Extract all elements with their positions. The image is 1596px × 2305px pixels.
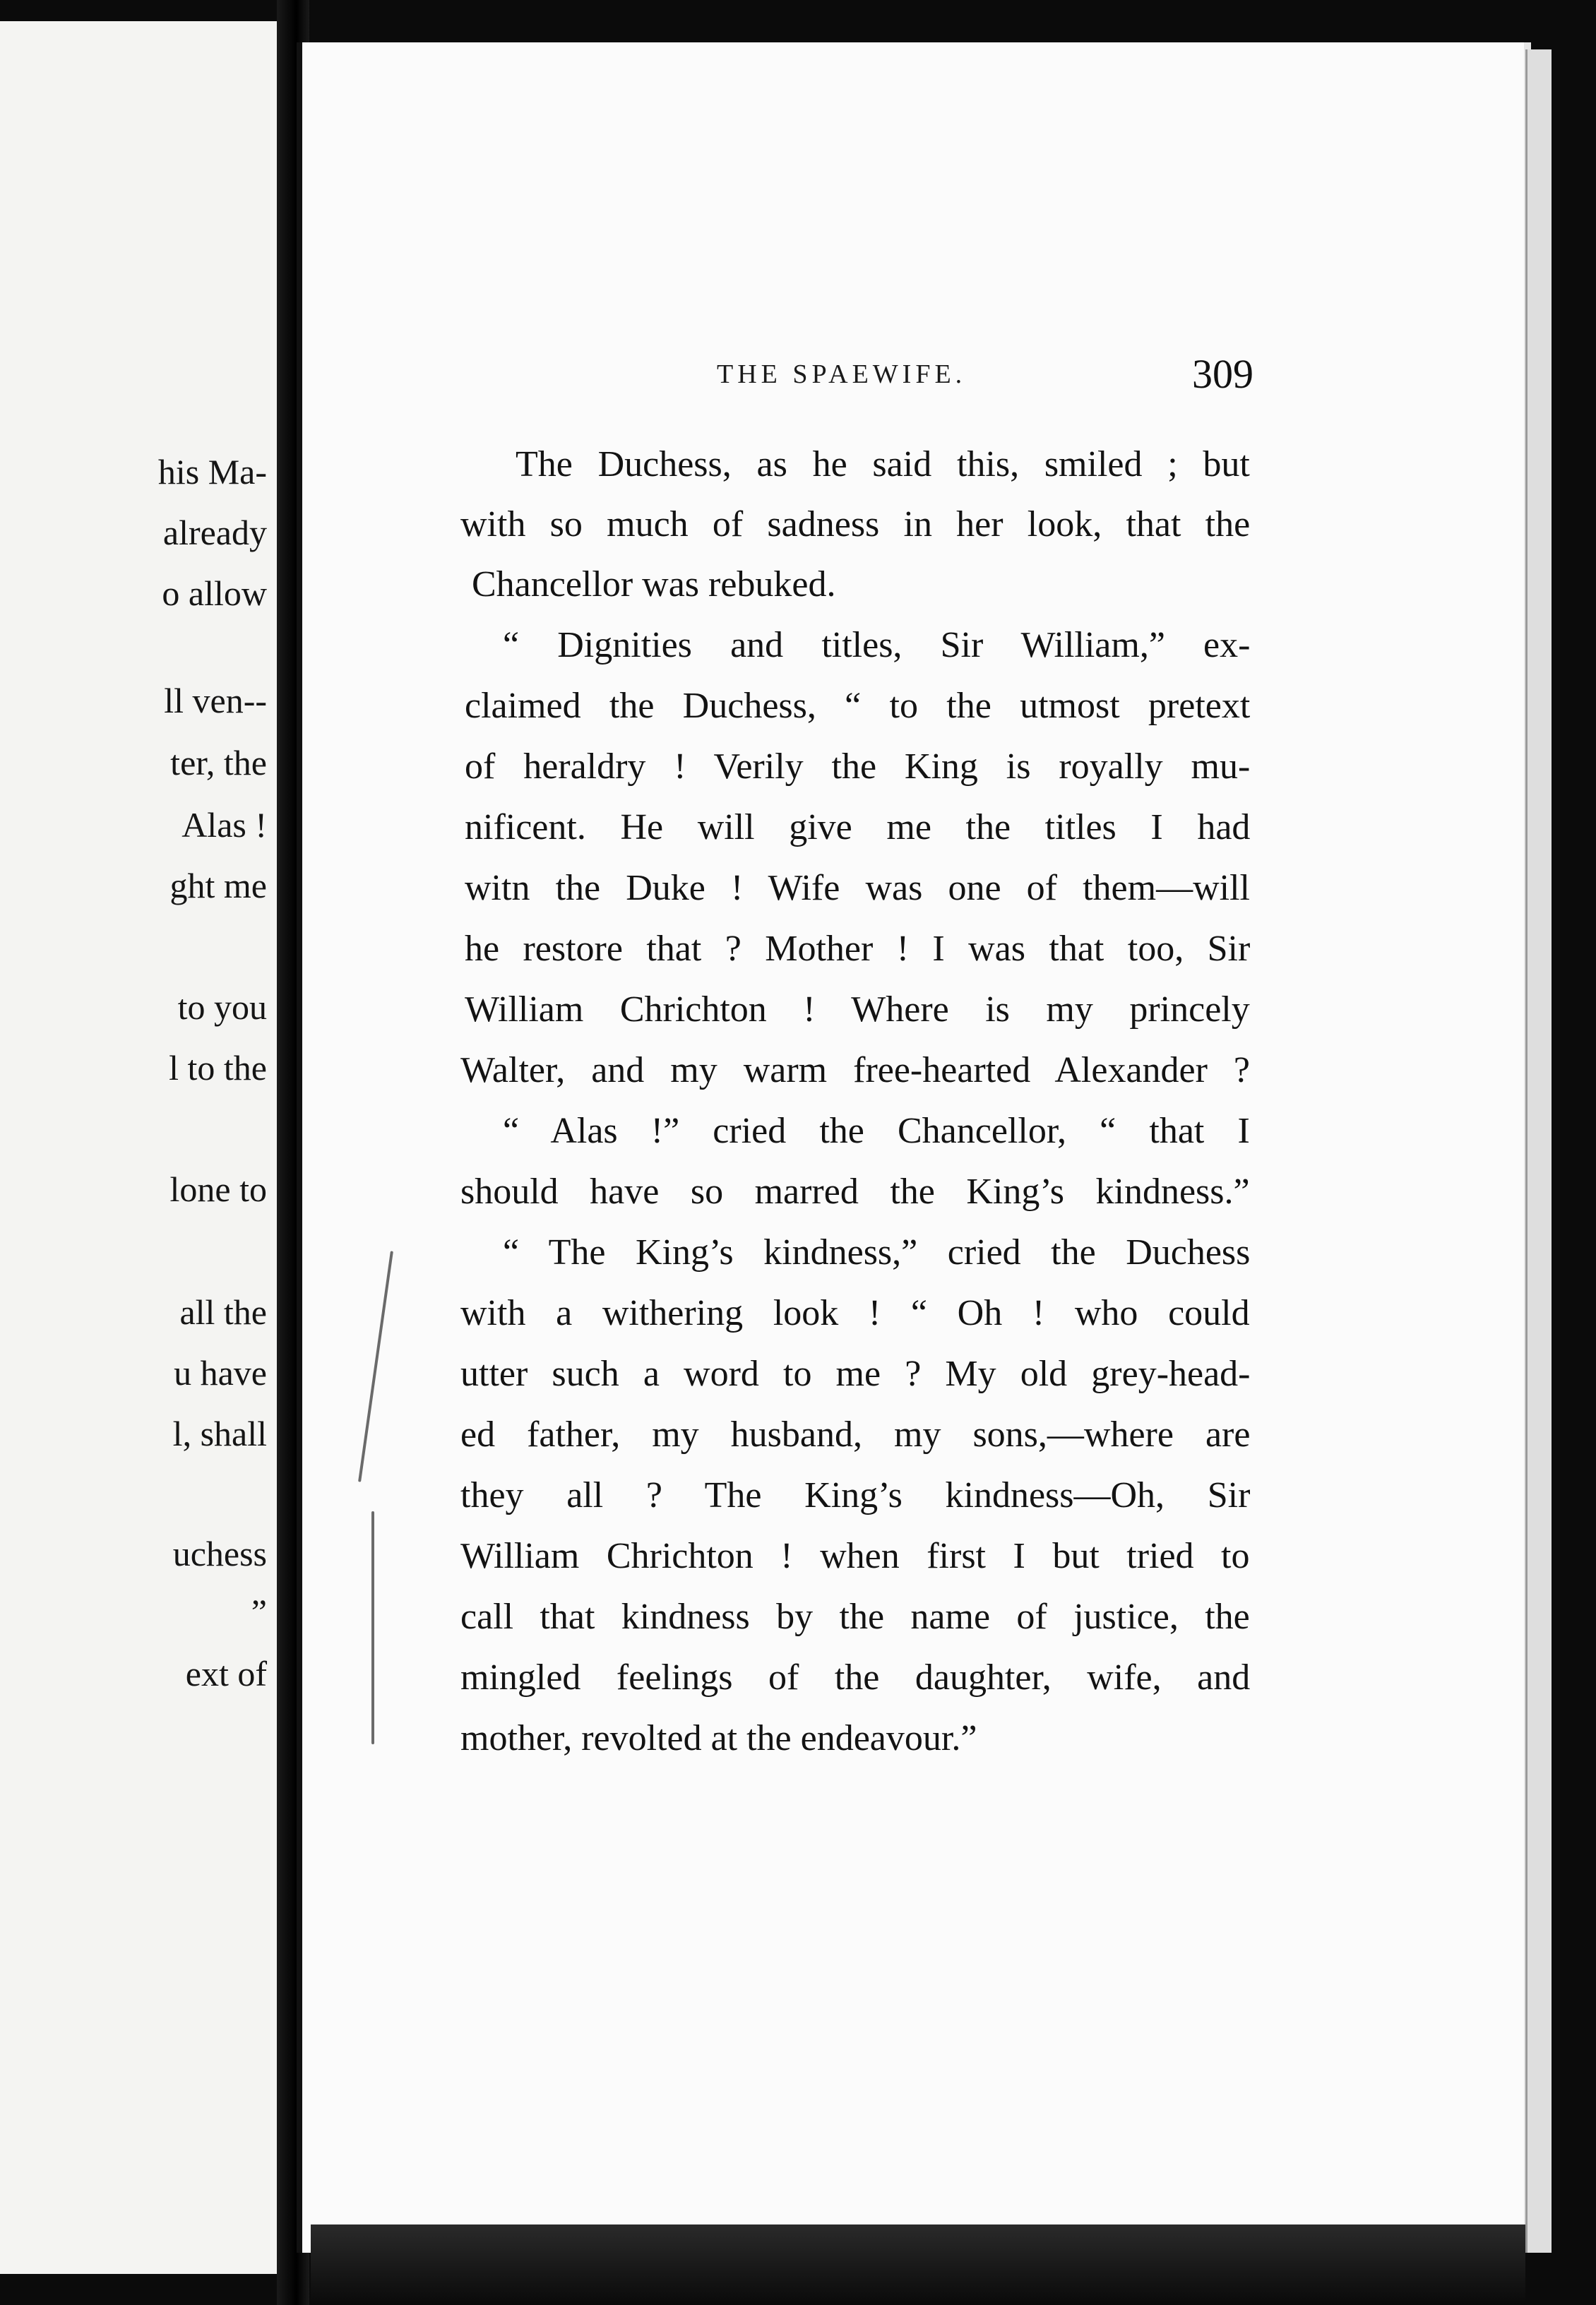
- text-line: Walter, and my warm free-hearted Alexander ?: [460, 1050, 1251, 1090]
- text-line: with a withering look ! “ Oh ! who could: [460, 1293, 1250, 1333]
- text-line: “ Dignities and titles, Sir William,” ex-: [503, 625, 1251, 665]
- facing-page-line: Alas !: [181, 805, 267, 845]
- facing-page-line: ext of: [185, 1654, 267, 1693]
- text-line: “ Alas !” cried the Chancellor, “ that I: [503, 1111, 1250, 1151]
- text-line: William Chrichton ! when first I but tried to: [460, 1536, 1250, 1576]
- text-line: should have so marred the King’s kindness.”: [460, 1172, 1250, 1212]
- facing-page-line: ter, the: [170, 743, 267, 782]
- text-line: call that kindness by the name of justice, the: [460, 1597, 1250, 1637]
- facing-page: [0, 21, 277, 2274]
- facing-page-line: his Ma-: [157, 452, 267, 492]
- facing-page-line: o allow: [162, 573, 267, 613]
- facing-page-line: ll ven--: [164, 681, 267, 720]
- facing-page-line: l, shall: [172, 1414, 267, 1453]
- text-line: Chancellor was rebuked.: [472, 564, 836, 604]
- text-line: The Duchess, as he said this, smiled ; but: [516, 444, 1250, 484]
- text-line: ed father, my husband, my sons,—where are: [460, 1414, 1251, 1455]
- text-line: mingled feelings of the daughter, wife, and: [460, 1657, 1251, 1698]
- facing-page-line: lone to: [169, 1169, 267, 1209]
- text-line: William Chrichton ! Where is my princely: [465, 989, 1250, 1030]
- pencil-margin-mark: [371, 1511, 374, 1744]
- text-line: “ The King’s kindness,” cried the Duchess: [503, 1232, 1251, 1273]
- text-line: mother, revolted at the endeavour.”: [460, 1718, 977, 1758]
- facing-page-line: all the: [179, 1292, 267, 1332]
- scan-bottom-edge: [311, 2224, 1525, 2305]
- text-line: he restore that ? Mother ! I was that too, Sir: [465, 929, 1251, 969]
- text-line: utter such a word to me ? My old grey-head-: [460, 1354, 1251, 1394]
- text-line: with so much of sadness in her look, that the: [460, 504, 1251, 544]
- text-line: witn the Duke ! Wife was one of them—will: [465, 868, 1250, 908]
- facing-page-line: uchess: [172, 1534, 267, 1573]
- page-number: 309: [1192, 351, 1253, 397]
- text-line: nificent. He will give me the titles I had: [465, 807, 1251, 847]
- facing-page-line: u have: [174, 1353, 267, 1393]
- facing-page-line: to you: [177, 987, 267, 1027]
- facing-page-line: already: [162, 513, 267, 552]
- running-head: THE SPAEWIFE.: [717, 359, 967, 389]
- text-line: claimed the Duchess, “ to the utmost pretext: [465, 686, 1251, 726]
- facing-page-line: ght me: [169, 866, 267, 905]
- text-line: of heraldry ! Verily the King is royally mu-: [465, 746, 1251, 787]
- page-edge: [1525, 49, 1552, 2253]
- facing-page-line: l to the: [169, 1048, 267, 1088]
- text-line: they all ? The King’s kindness—Oh, Sir: [460, 1475, 1251, 1515]
- facing-page-line: ”: [251, 1592, 267, 1631]
